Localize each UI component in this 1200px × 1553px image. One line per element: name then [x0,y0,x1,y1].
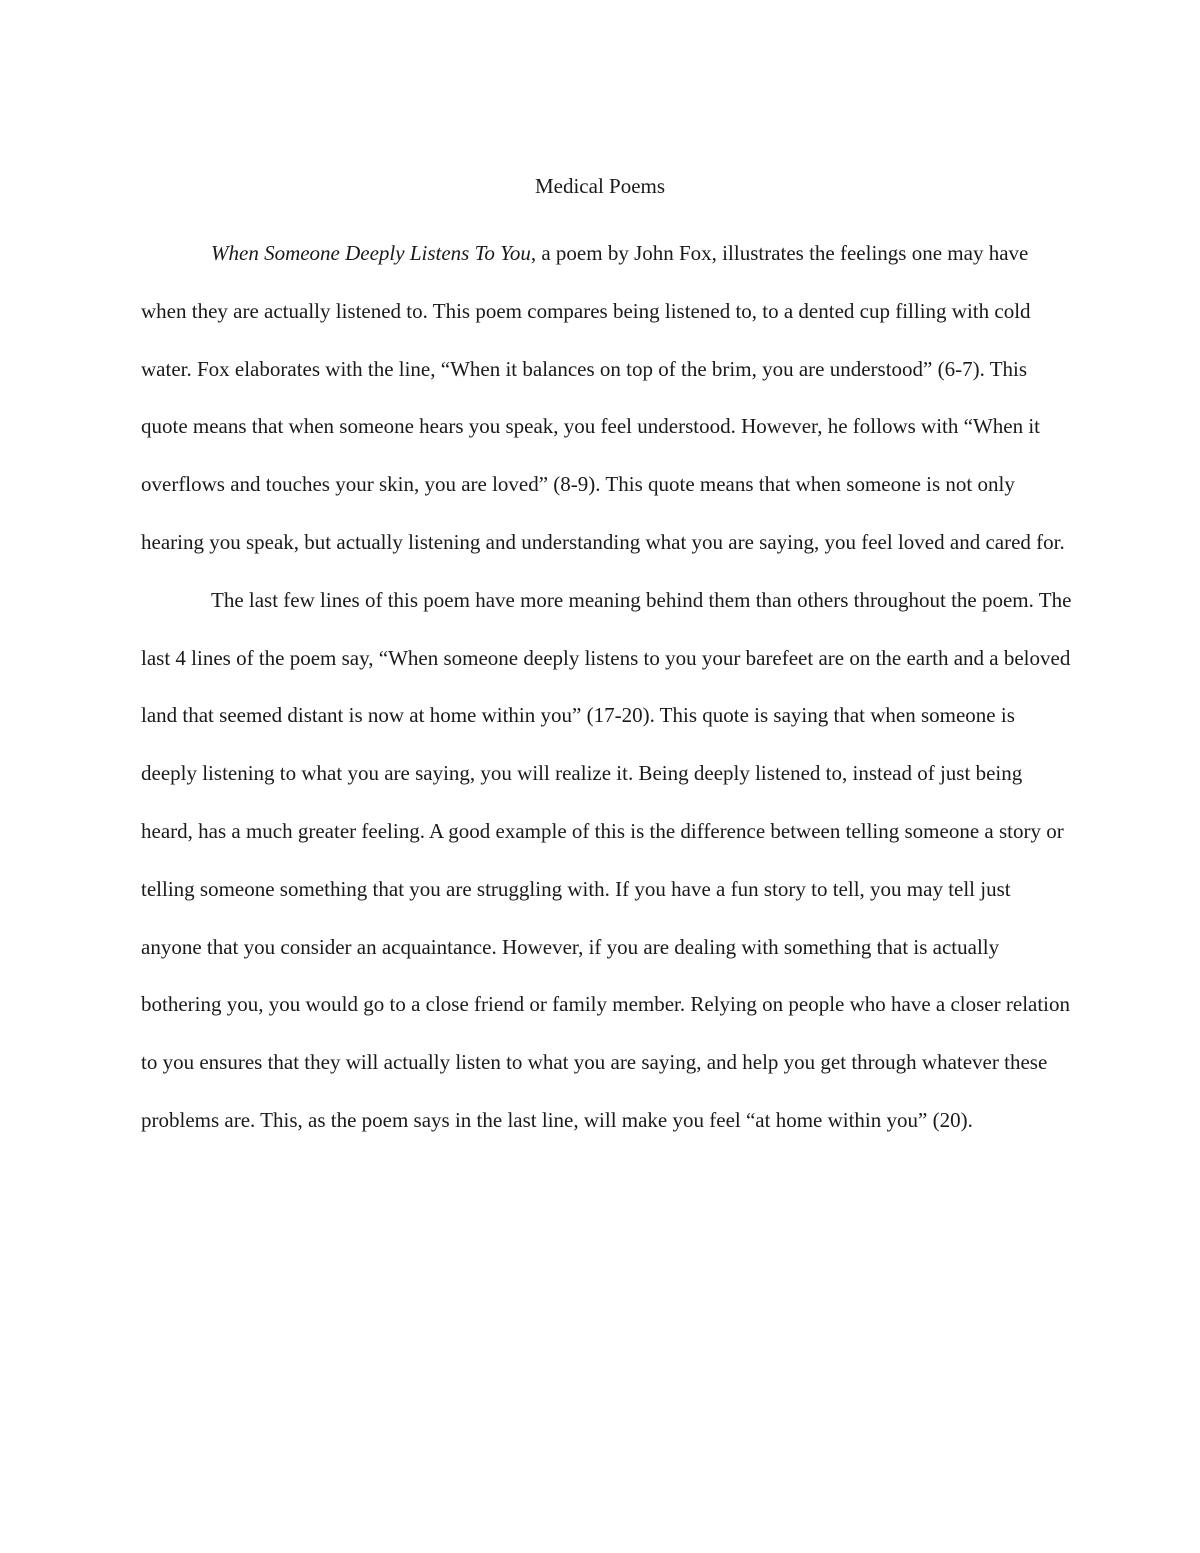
document-body [141,225,1076,1150]
paragraph-1-text: , a poem by John Fox, illustrates the feelings one may have when they are actually listened to. This poem compares being listened to, to a dented cup filling with cold water. Fox elaborates with the line, “When it balances on top of the brim, you are understood” (6-7). This quote means that when someone hears you speak, you feel understood. However, he follows with “When it overflows and touches your skin, you are loved” (8-9). This quote means that when someone is not only hearing you speak, but actually listening and understanding what you are saying, you feel loved and cared for. [141,241,1065,554]
paragraph-2-text: The last few lines of this poem have more meaning behind them than others throughout the poem. The last 4 lines of the poem say, “When someone deeply listens to you your barefeet are on the earth and a beloved land that seemed distant is now at home within you” (17-20). This quote is saying that when someone is deeply listening to what you are saying, you will realize it. Being deeply listened to, instead of just being heard, has a much greater feeling. A good example of this is the difference between telling someone a story or telling someone something that you are struggling with. If you have a fun story to tell, you may tell just anyone that you consider an acquaintance. However, if you are dealing with something that is actually bothering you, you would go to a close friend or family member. Relying on people who have a closer relation to you ensures that they will actually listen to what you are saying, and help you get through whatever these problems are. This, as the poem says in the last line, will make you feel “at home within you” (20). [141,587,1072,1132]
poem-title: When Someone Deeply Listens To You [211,241,531,265]
document-title: Medical Poems [534,174,666,198]
paragraph-1 [141,225,1076,572]
paragraph-2 [141,572,1076,1150]
